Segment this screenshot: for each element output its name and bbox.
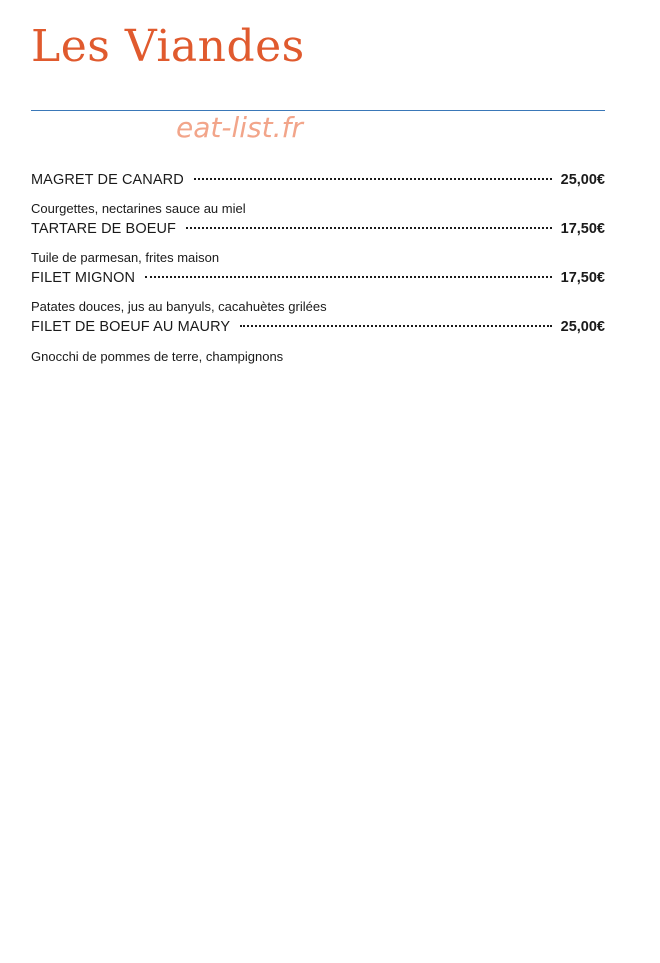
- menu-item-filet-de-boeuf: [31, 315, 605, 339]
- menu-item-name: TARTARE DE BOEUF: [31, 221, 177, 237]
- menu-item-name: FILET DE BOEUF AU MAURY: [31, 319, 231, 335]
- menu-item-name: MAGRET DE CANARD: [31, 172, 184, 188]
- dotted-leader: [194, 178, 552, 180]
- menu-item-tartare: [31, 217, 605, 241]
- menu-item-filet-mignon: [31, 266, 605, 290]
- dotted-leader: [186, 227, 552, 229]
- menu-item-price: 17,50€: [560, 270, 605, 286]
- dotted-leader: [145, 276, 552, 278]
- title-divider: [31, 110, 605, 111]
- menu-item-description: Gnocchi de pommes de terre, champignons: [31, 349, 284, 364]
- menu-item-price: 25,00€: [560, 319, 605, 335]
- menu-item-magret: [31, 168, 605, 192]
- menu-item-price: 25,00€: [560, 172, 605, 188]
- menu-item-description: Tuile de parmesan, frites maison: [31, 250, 220, 265]
- watermark-text: eat-list.fr: [176, 111, 303, 144]
- dotted-leader: [240, 325, 551, 327]
- page-title: Les Viandes: [31, 21, 305, 72]
- menu-item-description: Patates douces, jus au banyuls, cacahuètes grilées: [31, 299, 327, 314]
- menu-item-price: 17,50€: [560, 221, 605, 237]
- menu-item-name: FILET MIGNON: [31, 270, 136, 286]
- menu-list: [31, 168, 605, 365]
- menu-item-description: Courgettes, nectarines sauce au miel: [31, 201, 246, 216]
